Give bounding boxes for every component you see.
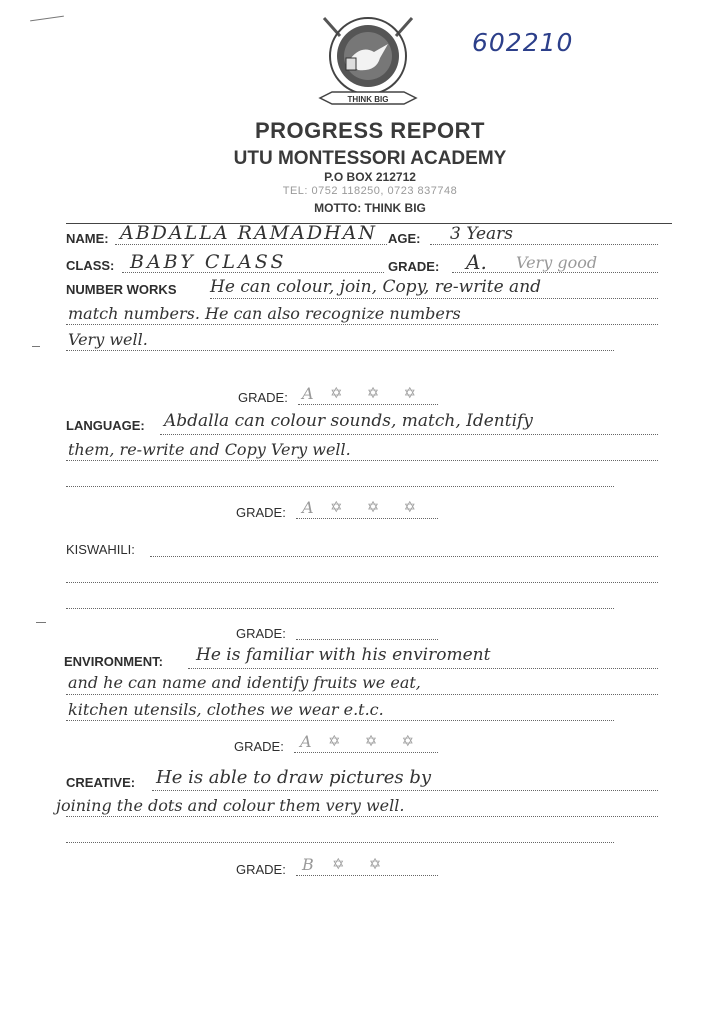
language-line-3 bbox=[66, 486, 614, 487]
language-label: LANGUAGE: bbox=[66, 418, 145, 433]
grade-letter-overall: A. bbox=[466, 250, 487, 274]
environment-text-3: kitchen utensils, clothes we wear e.t.c. bbox=[68, 700, 384, 719]
scan-mark bbox=[32, 346, 40, 347]
language-grade-label: GRADE: bbox=[236, 505, 286, 520]
kiswahili-grade-line bbox=[296, 639, 438, 640]
scan-mark bbox=[36, 622, 46, 623]
kiswahili-label: KISWAHILI: bbox=[66, 542, 135, 557]
po-box: P.O BOX 212712 bbox=[324, 170, 416, 184]
number-works-line-2 bbox=[66, 324, 658, 325]
language-grade: A bbox=[302, 498, 314, 517]
number-works-text-2: match numbers. He can also recognize numbers bbox=[68, 304, 461, 323]
age-label: AGE: bbox=[388, 231, 421, 246]
language-line-2 bbox=[66, 460, 658, 461]
name-label: NAME: bbox=[66, 231, 109, 246]
school-logo bbox=[318, 14, 418, 120]
school-name: UTU MONTESSORI ACADEMY bbox=[233, 148, 507, 169]
creative-label: CREATIVE: bbox=[66, 775, 136, 790]
number-works-grade-label: GRADE: bbox=[238, 390, 288, 405]
number-works-line-3 bbox=[66, 350, 614, 351]
environment-grade: A bbox=[300, 732, 312, 751]
environment-line-3 bbox=[66, 720, 614, 721]
age-line bbox=[430, 244, 658, 245]
creative-grade-line bbox=[296, 875, 438, 876]
name-value: ABDALLA RAMADHAN bbox=[120, 222, 377, 244]
number-works-grade: A bbox=[302, 384, 314, 403]
number-works-line-1 bbox=[210, 298, 658, 299]
creative-text-2: joining the dots and colour them very well. bbox=[56, 796, 405, 815]
creative-stars: ✡ ✡ bbox=[332, 856, 392, 873]
environment-text-2: and he can name and identify fruits we eat, bbox=[68, 673, 421, 692]
class-label: CLASS: bbox=[66, 258, 115, 273]
creative-line-3 bbox=[66, 842, 614, 843]
creative-text-1: He is able to draw pictures by bbox=[156, 767, 432, 788]
environment-line-1 bbox=[188, 668, 658, 669]
telephone: TEL: 0752 118250, 0723 837748 bbox=[282, 185, 458, 197]
name-line bbox=[115, 244, 387, 245]
kiswahili-grade-label: GRADE: bbox=[236, 626, 286, 641]
grade-label-overall: GRADE: bbox=[388, 259, 440, 274]
grade-comment-overall: Very good bbox=[516, 253, 598, 272]
environment-stars: ✡ ✡ ✡ bbox=[328, 733, 425, 750]
serial-number: 602210 bbox=[472, 28, 574, 57]
language-line-1 bbox=[160, 434, 658, 435]
logo-banner-text: THINK BIG bbox=[347, 95, 389, 104]
environment-grade-label: GRADE: bbox=[234, 739, 284, 754]
environment-text-1: He is familiar with his enviroment bbox=[196, 645, 491, 665]
creative-grade-label: GRADE: bbox=[236, 862, 286, 877]
age-value: 3 Years bbox=[450, 224, 514, 244]
scan-mark bbox=[30, 16, 64, 22]
language-text-1: Abdalla can colour sounds, match, Identify bbox=[164, 411, 533, 431]
language-grade-line bbox=[296, 518, 438, 519]
environment-grade-line bbox=[294, 752, 438, 753]
environment-label: ENVIRONMENT: bbox=[64, 654, 163, 669]
creative-line-2 bbox=[66, 816, 658, 817]
number-works-grade-line bbox=[298, 404, 438, 405]
motto: MOTTO: THINK BIG bbox=[314, 201, 426, 215]
report-title: PROGRESS REPORT bbox=[255, 118, 485, 143]
number-works-stars: ✡ ✡ ✡ bbox=[330, 385, 427, 402]
creative-grade: B bbox=[302, 855, 314, 874]
language-stars: ✡ ✡ ✡ bbox=[330, 499, 427, 516]
environment-line-2 bbox=[66, 694, 658, 695]
number-works-label: NUMBER WORKS bbox=[66, 282, 177, 297]
language-text-2: them, re-write and Copy Very well. bbox=[68, 440, 351, 459]
kiswahili-line-1 bbox=[150, 556, 658, 557]
kiswahili-line-2 bbox=[66, 582, 658, 583]
number-works-text-1: He can colour, join, Copy, re-write and bbox=[210, 277, 542, 297]
class-value: BABY CLASS bbox=[130, 251, 287, 273]
creative-line-1 bbox=[152, 790, 658, 791]
number-works-text-3: Very well. bbox=[68, 330, 148, 349]
kiswahili-line-3 bbox=[66, 608, 614, 609]
